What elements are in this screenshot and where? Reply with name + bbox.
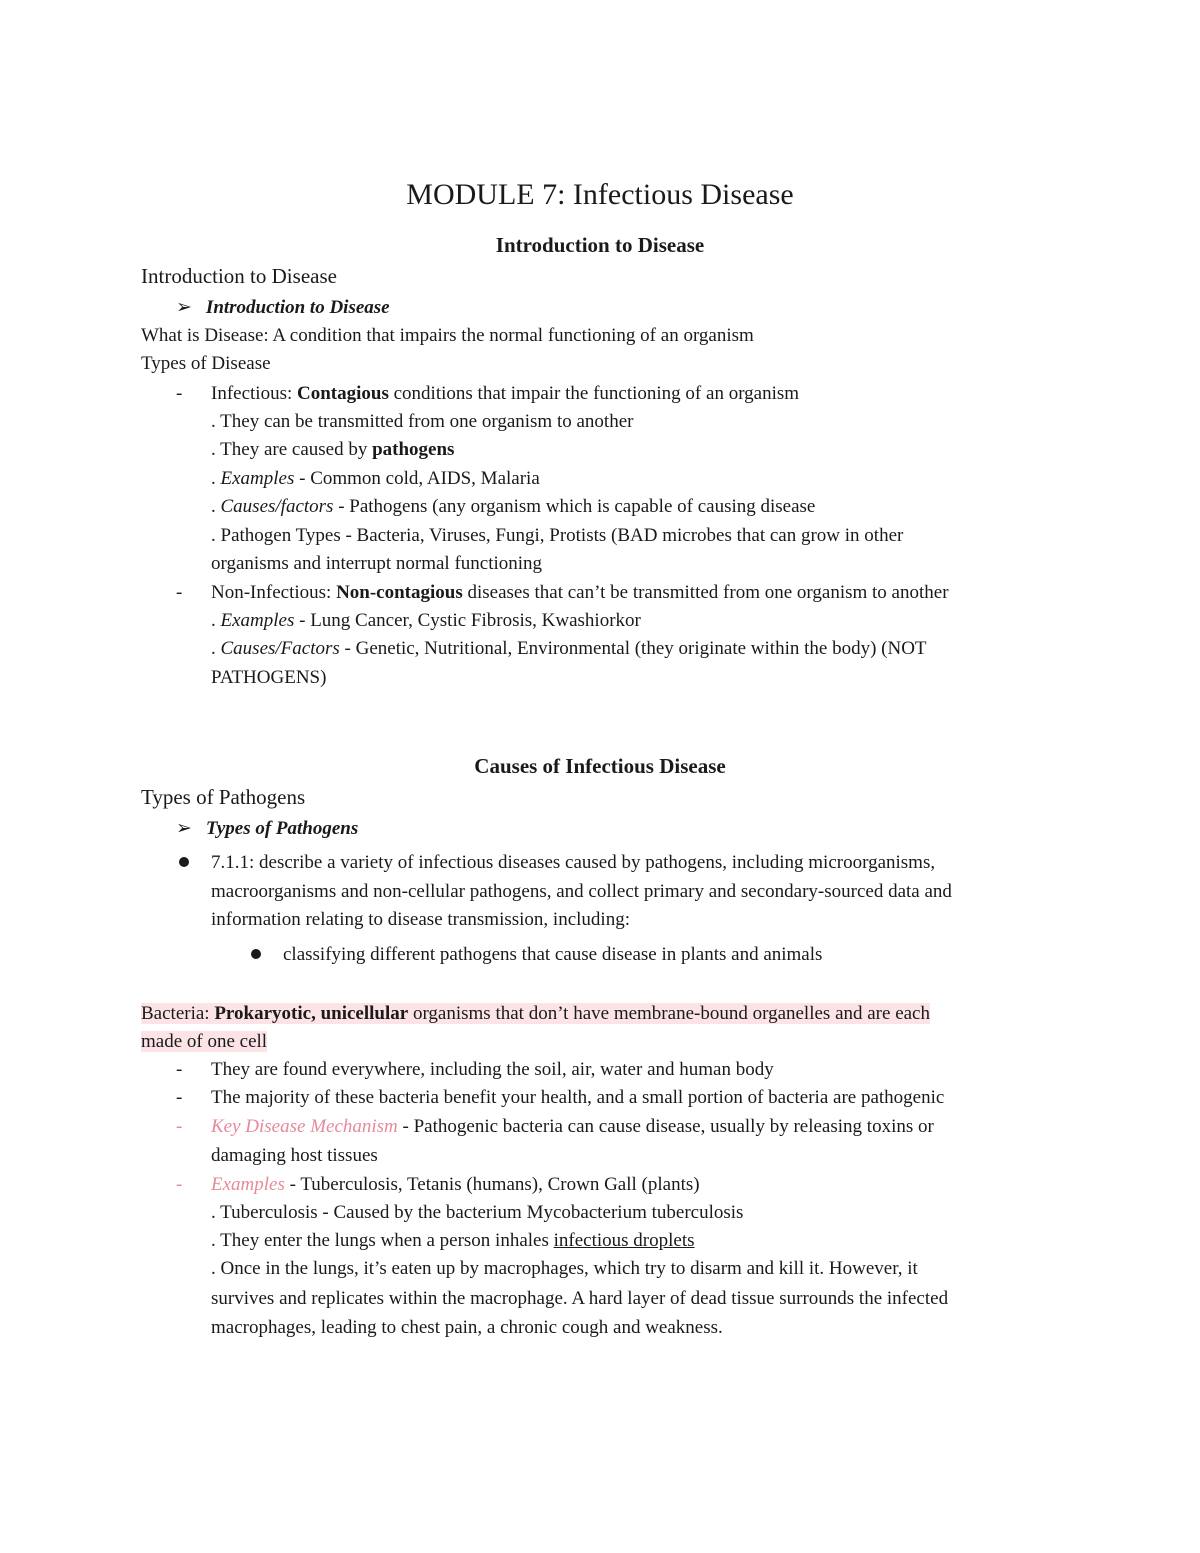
tuberculosis-effects-cont: macrophages, leading to chest pain, a chronic cough and weakness. [211,1317,723,1338]
arrow-bullet-icon: ➢ [176,818,192,839]
arrow-bullet-icon: ➢ [176,297,192,318]
syllabus-subpoint: classifying different pathogens that cause disease in plants and animals [283,944,823,965]
arrow-item-label: Introduction to Disease [205,297,390,318]
infectious-detail: . They can be transmitted from one organism to another [211,411,634,432]
bullet-dot-icon [251,949,261,959]
syllabus-point: 7.1.1: describe a variety of infectious diseases caused by pathogens, including microorganisms, [211,852,936,873]
noninfectious-line: Non-Infectious: Non-contagious diseases that can’t be transmitted from one organism to another [211,582,949,603]
tuberculosis-effects-cont: survives and replicates within the macrophage. A hard layer of dead tissue surrounds the infected [211,1288,949,1309]
noninfectious-causes: . Causes/Factors - Genetic, Nutritional, Environmental (they originate within the body) (NOT [211,638,927,659]
bacteria-mechanism: Key Disease Mechanism - Pathogenic bacteria can cause disease, usually by releasing toxins or [211,1116,934,1137]
bacteria-definition: Bacteria: Prokaryotic, unicellular organisms that don’t have membrane-bound organelles and are each [141,1003,930,1024]
dash-bullet: - [176,383,183,404]
syllabus-point-cont: information relating to disease transmission, including: [211,909,630,930]
infectious-line: Infectious: Contagious conditions that impair the functioning of an organism [211,383,800,404]
tuberculosis-effects: . Once in the lungs, it’s eaten up by macrophages, which try to disarm and kill it. However, it [211,1258,918,1279]
syllabus-point-cont: macroorganisms and non-cellular pathogens, and collect primary and secondary-sourced data and [211,881,952,902]
bacteria-definition-cont: made of one cell [141,1031,268,1052]
tuberculosis-cause: . Tuberculosis - Caused by the bacterium Mycobacterium tuberculosis [211,1202,744,1223]
section-heading-intro: Introduction to Disease [495,233,705,257]
pathogen-types: . Pathogen Types - Bacteria, Viruses, Fungi, Protists (BAD microbes that can grow in other [211,525,904,546]
disease-definition: What is Disease: A condition that impairs the normal functioning of an organism [141,325,754,346]
bacteria-item: They are found everywhere, including the soil, air, water and human body [211,1059,774,1080]
bacteria-item: The majority of these bacteria benefit your health, and a small portion of bacteria are pathogenic [211,1087,945,1108]
arrow-item-intro [176,296,390,319]
types-of-disease-label: Types of Disease [141,353,271,374]
bullet-dot-icon [179,857,189,867]
arrow-item-pathogens [176,817,358,840]
noninfectious-causes-cont: PATHOGENS) [211,667,327,688]
page-title: MODULE 7: Infectious Disease [406,178,794,211]
infectious-detail: . They are caused by pathogens [211,439,455,460]
dash-bullet: - [176,582,183,603]
infectious-examples: . Examples - Common cold, AIDS, Malaria [211,468,540,489]
subheading-intro: Introduction to Disease [141,264,337,288]
dash-bullet: - [176,1087,183,1108]
section-heading-causes: Causes of Infectious Disease [474,754,726,778]
dash-bullet: - [176,1174,183,1195]
pathogen-types-cont: organisms and interrupt normal functioning [211,553,543,574]
tuberculosis-transmission: . They enter the lungs when a person inhales infectious droplets [211,1230,695,1251]
dash-bullet: - [176,1059,183,1080]
dash-bullet: - [176,1116,183,1137]
arrow-item-label: Types of Pathogens [205,818,359,839]
infectious-causes: . Causes/factors - Pathogens (any organism which is capable of causing disease [211,496,816,517]
subheading-pathogens: Types of Pathogens [141,785,306,809]
bacteria-mechanism-cont: damaging host tissues [211,1145,378,1166]
bacteria-examples: Examples - Tuberculosis, Tetanis (humans), Crown Gall (plants) [211,1174,700,1195]
noninfectious-examples: . Examples - Lung Cancer, Cystic Fibrosis, Kwashiorkor [211,610,641,631]
